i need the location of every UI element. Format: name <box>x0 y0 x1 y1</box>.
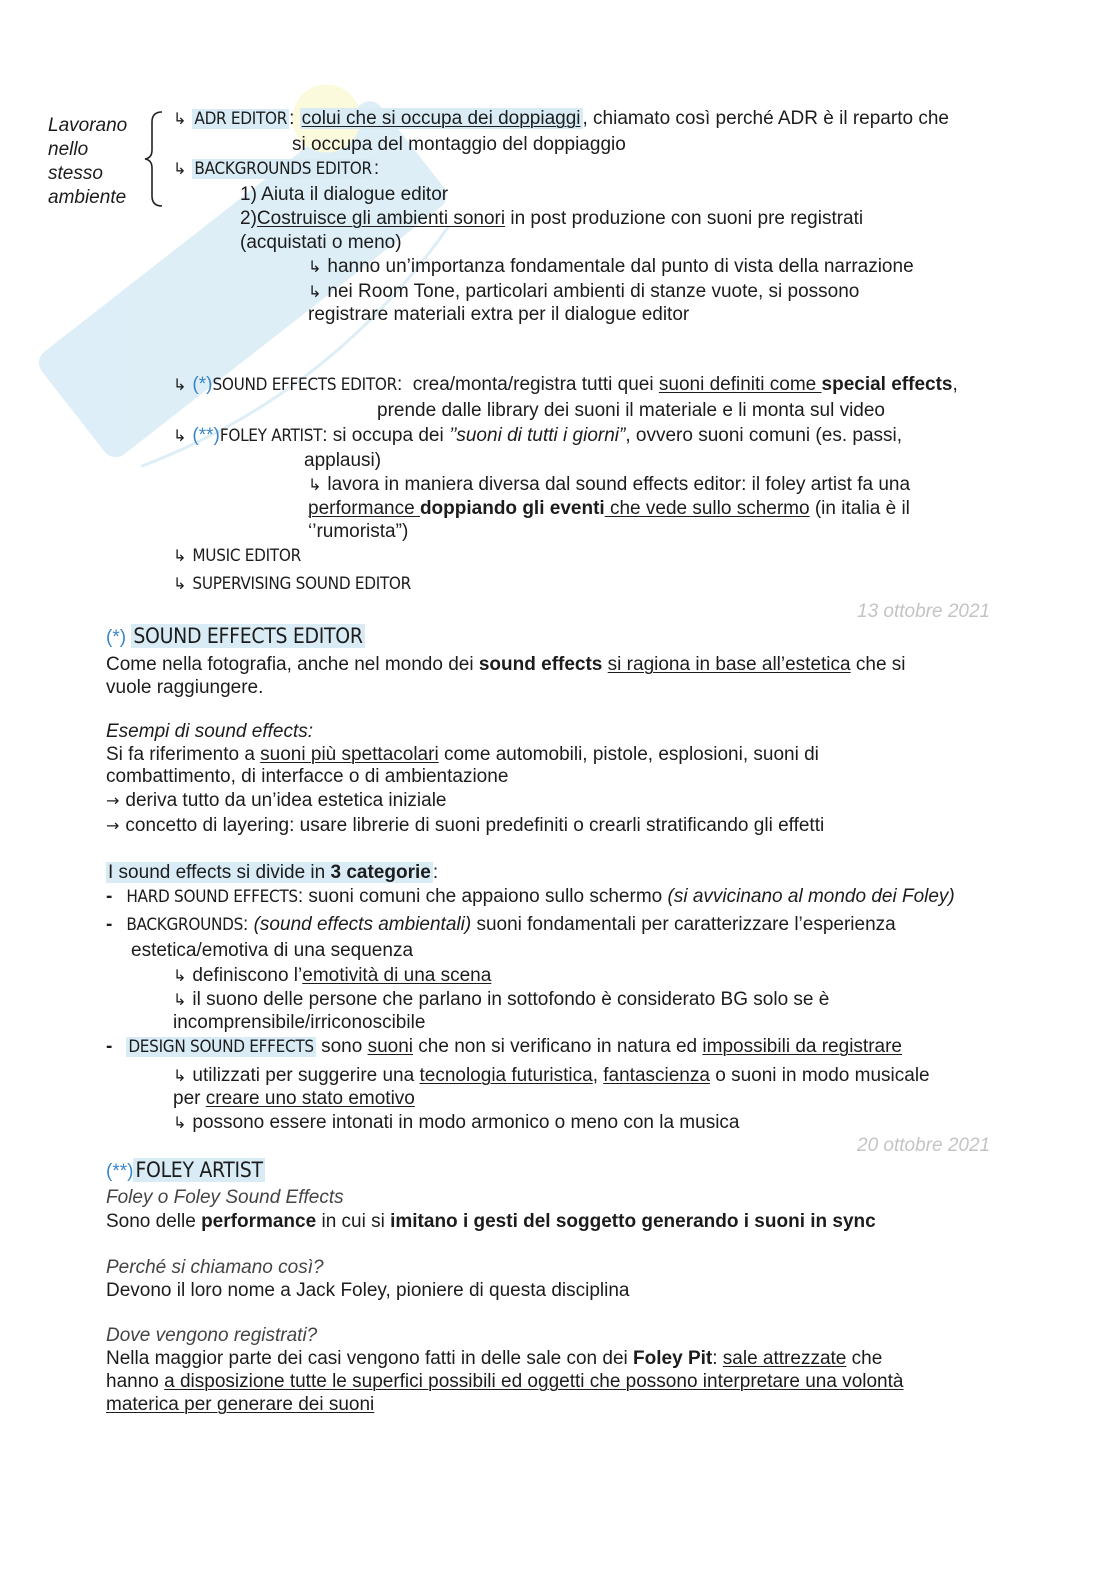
sfx-text: crea/monta/registra tutti quei <box>412 374 659 395</box>
underlined-text: si ragiona in base all’estetica <box>607 654 851 675</box>
arrow-item <box>106 790 447 812</box>
hook-arrow-icon: ↳ <box>173 159 187 178</box>
sub-item <box>173 989 829 1011</box>
bg-sub-2 <box>308 281 859 303</box>
text: : <box>712 1348 723 1369</box>
paragraph-line <box>173 1088 415 1110</box>
underlined-text: creare uno stato emotivo <box>205 1088 415 1109</box>
sound-effects-editor-line <box>173 374 958 396</box>
text: hanno <box>106 1371 165 1392</box>
bg-item-1 <box>240 184 448 206</box>
category-backgrounds <box>106 914 896 936</box>
text: che si <box>850 654 906 675</box>
hook-arrow-icon: ↳ <box>173 375 187 394</box>
list-number: 2) <box>240 208 257 229</box>
side-note-word: nello <box>48 139 89 160</box>
category-hard <box>106 886 955 908</box>
italic-text: (si avvicinano al mondo dei Foley) <box>667 886 955 907</box>
text: deriva tutto da un’idea estetica iniziale <box>125 790 447 811</box>
underlined-text: fantascienza <box>603 1065 710 1086</box>
sub-item <box>173 1112 739 1134</box>
text: per <box>173 1088 206 1109</box>
adr-editor-line2: si occupa del montaggio del doppiaggio <box>292 134 626 155</box>
underlined-text: suoni <box>367 1036 413 1057</box>
curly-brace-icon <box>142 110 166 208</box>
text: in cui si <box>316 1211 391 1232</box>
bg-item-2 <box>240 208 863 230</box>
category-label: HARD SOUND EFFECTS <box>126 887 298 907</box>
backgrounds-editor-label: BACKGROUNDS EDITOR <box>194 159 372 179</box>
sub-text: (in italia è il <box>809 498 910 519</box>
bg-sub-1 <box>308 256 914 278</box>
bold-text: 3 categorie <box>330 862 431 883</box>
bold-text: sound effects <box>478 654 603 675</box>
paragraph-line: vuole raggiungere. <box>106 677 264 698</box>
side-note-line <box>48 163 103 185</box>
punctuation: : <box>432 862 439 883</box>
text: che <box>846 1348 883 1369</box>
section-title-text: FOLEY ARTIST <box>135 1158 263 1182</box>
side-note-word: stesso <box>48 163 103 184</box>
text: , <box>592 1065 604 1086</box>
supervising-editor-label: SUPERVISING SOUND EDITOR <box>192 574 411 594</box>
hook-arrow-icon: ↳ <box>173 1066 187 1085</box>
underlined-text: materica per generare dei suoni <box>106 1394 375 1415</box>
answer <box>106 1371 903 1393</box>
dash-bullet: - <box>106 1036 113 1057</box>
label-separator: : <box>396 374 403 395</box>
text: Come nella fotografia, anche nel mondo dei <box>106 654 479 675</box>
paragraph-line: estetica/emotiva di una sequenza <box>131 940 414 961</box>
paragraph-line: combattimento, di interfacce o di ambientazione <box>106 766 509 787</box>
sub-bold: doppiando gli eventi <box>419 498 605 519</box>
sound-effects-editor-label: SOUND EFFECTS EDITOR <box>212 375 397 395</box>
hook-arrow-icon: ↳ <box>308 475 322 494</box>
foley-artist-line <box>173 425 902 447</box>
underlined-text: sale attrezzate <box>722 1348 847 1369</box>
side-note-line <box>48 115 127 137</box>
adr-editor-label: ADR EDITOR <box>194 109 288 129</box>
text: I sound effects si divide in <box>108 862 331 883</box>
text: il suono delle persone che parlano in sottofondo è considerato BG solo se è <box>192 989 830 1010</box>
foley-sub-3: ‘’rumorista”) <box>308 521 409 542</box>
list-text: Aiuta il dialogue editor <box>261 184 449 205</box>
examples-heading: Esempi di sound effects: <box>106 721 313 742</box>
label-separator: : <box>243 914 249 935</box>
text: Si fa riferimento a <box>106 744 261 765</box>
hook-arrow-icon: ↳ <box>173 990 187 1009</box>
side-note-line <box>48 187 126 209</box>
text: sono <box>315 1036 368 1057</box>
underlined-text: suoni più spettacolari <box>260 744 439 765</box>
bold-text: performance <box>201 1211 317 1232</box>
hook-arrow-icon: ↳ <box>308 282 322 301</box>
label-separator: : <box>289 108 295 129</box>
list-number: 1) <box>240 184 257 205</box>
text: Nella maggior parte dei casi vengono fatti in delle sale con dei <box>106 1348 634 1369</box>
question: Perché si chiamano così? <box>106 1257 324 1278</box>
underlined-text: a disposizione tutte le superfici possibili ed oggetti che possono interpretare una volontà <box>164 1371 904 1392</box>
section-title-text: SOUND EFFECTS EDITOR <box>133 624 363 648</box>
side-note-word: ambiente <box>48 187 127 208</box>
asterisk-marker: (*) <box>106 627 127 648</box>
music-editor-label: MUSIC EDITOR <box>192 546 301 566</box>
foley-text: si occupa dei <box>327 425 449 446</box>
asterisk-marker: (**) <box>106 1161 134 1182</box>
music-editor-line <box>173 545 301 567</box>
list-text: in post produzione con suoni pre registrati <box>505 208 864 229</box>
sub-item <box>173 1065 930 1087</box>
date-label: 13 ottobre 2021 <box>857 601 991 622</box>
sub-link: performance <box>308 498 420 519</box>
asterisk-marker: (**) <box>192 425 220 446</box>
right-arrow-icon: → <box>106 816 120 835</box>
section-title <box>106 624 365 649</box>
category-label: DESIGN SOUND EFFECTS <box>128 1037 314 1057</box>
arrow-item <box>106 815 824 837</box>
side-note-word: Lavorano <box>48 115 128 136</box>
hook-arrow-icon: ↳ <box>173 574 187 593</box>
hook-arrow-icon: ↳ <box>173 546 187 565</box>
text: concetto di layering: usare librerie di suoni predefiniti o crearli stratificando gli effetti <box>125 815 825 836</box>
foley-artist-line2: applausi) <box>304 450 382 471</box>
sfx-link: suoni definiti come <box>658 374 822 395</box>
asterisk-marker: (*) <box>192 374 213 395</box>
underlined-text: tecnologia futuristica <box>419 1065 593 1086</box>
underlined-text: emotività di una scena <box>302 965 492 986</box>
text: definiscono l’ <box>192 965 303 986</box>
adr-editor-link: colui che si occupa dei doppiaggi <box>301 108 581 129</box>
text: che non si verificano in natura ed <box>413 1036 703 1057</box>
text: possono essere intonati in modo armonico o meno con la musica <box>192 1112 740 1133</box>
bold-text: Foley Pit <box>633 1348 713 1369</box>
sub-text: nei Room Tone, particolari ambienti di stanze vuote, si possono <box>327 281 860 302</box>
sub-link: che vede sullo schermo <box>604 498 810 519</box>
sound-effects-editor-line2: prende dalle library dei suoni il materiale e li monta sul video <box>377 400 885 421</box>
foley-italic: ’’suoni di tutti i giorni” <box>448 425 626 446</box>
supervising-editor-line <box>173 573 411 595</box>
category-label: BACKGROUNDS <box>126 915 244 935</box>
paragraph-line: incomprensibile/irriconoscibile <box>173 1012 426 1033</box>
hook-arrow-icon: ↳ <box>173 1113 187 1132</box>
sub-text: lavora in maniera diversa dal sound effects editor: il foley artist fa una <box>327 474 911 495</box>
sub-text: hanno un’importanza fondamentale dal punto di vista della narrazione <box>327 256 914 277</box>
answer <box>106 1394 374 1416</box>
paragraph-line <box>106 1211 876 1233</box>
text: Sono delle <box>106 1211 202 1232</box>
dash-bullet: - <box>106 914 113 935</box>
answer <box>106 1348 882 1370</box>
backgrounds-editor-line <box>173 158 379 180</box>
label-separator: : <box>373 158 380 179</box>
question: Dove vengono registrati? <box>106 1325 318 1346</box>
foley-artist-label: FOLEY ARTIST <box>219 426 323 446</box>
bg-item-2-line2: (acquistati o meno) <box>240 232 402 253</box>
answer: Devono il loro nome a Jack Foley, pioniere di questa disciplina <box>106 1280 630 1301</box>
dash-bullet: - <box>106 886 113 907</box>
sub-item <box>173 965 491 987</box>
text: suoni comuni che appaiono sullo schermo <box>303 886 668 907</box>
text: come automobili, pistole, esplosioni, suoni di <box>438 744 819 765</box>
bold-text: imitano i gesti del soggetto generando i suoni in sync <box>390 1211 876 1232</box>
foley-text: , ovvero suoni comuni (es. passi, <box>625 425 903 446</box>
italic-text: (sound effects ambientali) <box>248 914 472 935</box>
subtitle: Foley o Foley Sound Effects <box>106 1187 344 1208</box>
section-title <box>106 1158 265 1183</box>
hook-arrow-icon: ↳ <box>173 966 187 985</box>
categories-heading <box>106 862 438 884</box>
date-label: 20 ottobre 2021 <box>857 1135 991 1156</box>
sfx-bold: special effects <box>821 374 953 395</box>
category-design <box>106 1036 902 1058</box>
underlined-text: impossibili da registrare <box>702 1036 902 1057</box>
hook-arrow-icon: ↳ <box>308 257 322 276</box>
foley-sub-1 <box>308 474 910 496</box>
right-arrow-icon: → <box>106 791 120 810</box>
hook-arrow-icon: ↳ <box>173 426 187 445</box>
paragraph-line <box>106 744 819 766</box>
paragraph-line <box>106 654 906 676</box>
adr-editor-line <box>173 108 949 130</box>
punctuation: , <box>952 374 958 395</box>
label-separator: : <box>297 886 304 907</box>
text: suoni fondamentali per caratterizzare l’esperienza <box>471 914 896 935</box>
text: o suoni in modo musicale <box>709 1065 930 1086</box>
list-link: Costruisce gli ambienti sonori <box>256 208 506 229</box>
side-note-line <box>48 139 88 161</box>
foley-sub-2 <box>308 498 910 520</box>
label-separator: : <box>322 425 328 446</box>
bg-sub-2-line2: registrare materiali extra per il dialogue editor <box>308 304 690 325</box>
adr-editor-text: , chiamato così perché ADR è il reparto che <box>582 108 949 129</box>
text: utilizzati per suggerire una <box>192 1065 420 1086</box>
hook-arrow-icon: ↳ <box>173 109 187 128</box>
